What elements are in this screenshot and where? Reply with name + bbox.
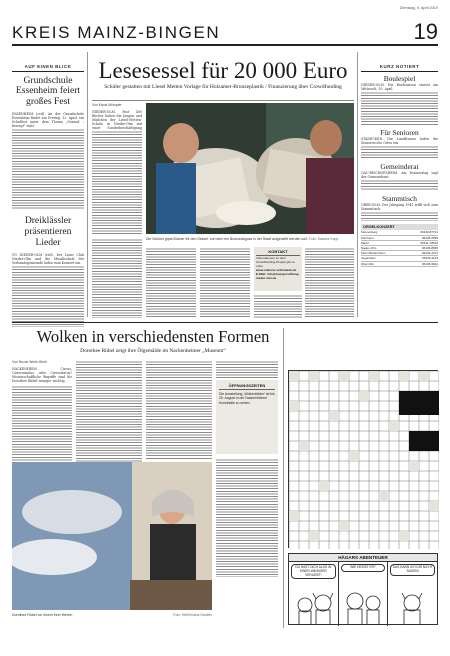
main-sub-rule <box>92 100 354 101</box>
bottom-col3-body <box>146 360 212 460</box>
left-story2-lead: VG NIEDER-OLM (red). Der Lions Club Nieder-Olm und die Musikschule der Verbandsgemeinde laden zum Konzert ein. <box>12 252 84 265</box>
table-cell-phone: 06130-1123 <box>422 256 438 261</box>
table-cell-phone: 06136-8845 <box>421 245 438 250</box>
left-story1-headline: Grundschule Essenheim feiert großes Fest <box>15 74 81 108</box>
main-byline: Von Klaus Mümpfer <box>92 103 122 107</box>
kicker-rule <box>12 71 84 72</box>
right-item-2-body <box>361 145 438 159</box>
table-cell-place: Klein-Winternheim <box>361 251 386 256</box>
contact-line-3[interactable]: E-Mail: info@buergerstiftung-nieder-olm.de <box>256 271 300 280</box>
comic-panels <box>289 562 437 626</box>
table-cell-phone: 06130-87741 <box>420 230 438 235</box>
comic-speech-1: DU HAST DICH ALSO IN EINEN WIKINGER VERLIEBT! <box>291 564 336 579</box>
main-col1-bottom <box>92 238 142 318</box>
main-lead: NIEDER-OLM. Fast 400 Bücher haben die Jungen und Mädchen der Liesel-Metten-Schule in Nieder-Olm mit einer Sonderbeschäftigung <box>92 110 142 131</box>
contact-title: KONTAKT <box>256 249 300 256</box>
right-item-4-lead: OBER-OLM. Der Jahrgang 1941 trifft sich zum Stammtisch. <box>361 203 438 212</box>
right-item-1-body <box>361 91 438 125</box>
opening-box <box>216 380 278 454</box>
comic-title: HÄGARS ABENTEUER <box>289 554 437 562</box>
main-col2-body <box>146 247 196 318</box>
bottom-col4-top <box>216 360 278 378</box>
right-kicker: KURZ NOTIERT <box>379 64 420 69</box>
contact-line-2[interactable]: www.mainzer-volksbank.de <box>256 267 297 272</box>
comic-panel-3 <box>388 562 437 626</box>
main-col1-body <box>92 130 142 234</box>
right-table-row <box>361 262 438 267</box>
section-title: KREIS MAINZ-BINGEN <box>12 23 221 42</box>
table-cell-phone: 06136-4471 <box>421 251 438 256</box>
main-caption-text: Die Schüler gipst Bücher für den Sessel, von dem ein Bronzeabguss in der Stadt aufgestellt werden soll. <box>146 237 308 241</box>
bottom-divider <box>283 328 284 628</box>
right-item-2-lead: STADECKEN. Die Landfrauen laden die Senioren des Ortes ein. <box>361 136 438 145</box>
table-cell-place: Jugenheim <box>361 256 376 261</box>
right-item-1-lead: NIEDER-OLM. Die Boulesaison startet am Mittwoch, 10. April. <box>361 82 438 91</box>
comic-panel-1 <box>289 562 339 626</box>
issue-date: Dienstag, 9. April 2019 <box>399 6 438 10</box>
table-cell-place: Zornheim <box>361 235 374 240</box>
photo-scene <box>146 103 354 234</box>
comic-drawing-1 <box>291 591 335 625</box>
masthead-rule <box>12 44 438 46</box>
left-column <box>12 48 84 320</box>
main-headline: Lesesessel für 20 000 Euro <box>98 58 348 83</box>
left-story1-lead: ESSENHEIM (red). An der Grundschule Essenheim findet am Freitag, 12. April, ein Schulfest unter dem Thema „Gesund – bewegt“ statt. <box>12 111 84 129</box>
bottom-headline: Wolken in verschiedensten Formen <box>36 327 270 346</box>
table-cell-place: Mainz <box>361 240 370 245</box>
table-cell-place: Nieder-Olm <box>361 245 377 250</box>
right-item-4-body <box>361 211 438 221</box>
table-cell-phone: 06136-9912 <box>421 261 438 266</box>
comic-strip <box>288 553 438 625</box>
bottom-section-rule <box>12 322 438 323</box>
main-col5-body <box>305 247 354 318</box>
main-col3-body <box>200 247 250 318</box>
left-story2-headline: Dreiklässler präsentieren Lieder <box>24 215 72 248</box>
crossword-grid <box>289 371 439 549</box>
contact-line-1: Informationen zu dem Crowdfunding-Projekt gib es unter <box>256 256 295 268</box>
bottom-photo <box>12 462 212 610</box>
comic-speech-3: DAS KANN ICH DIR NICHT SAGEN! <box>390 564 435 576</box>
right-table <box>361 230 438 266</box>
left-story1-body <box>12 128 84 210</box>
right-item-2-headline: Für Senioren <box>380 127 419 137</box>
bottom-lead: NACKENHEIM. Circus, Cirrocumulus oder Cirrostratus? Wissenschaftliche Begriffe sind für Dorothee Rübel weniger wichtig. <box>12 367 72 384</box>
right-divider <box>357 52 358 317</box>
right-item-3-body <box>361 179 438 191</box>
right-table-title: ORGELKONZERT <box>361 224 438 230</box>
right-item-4-headline: Stammtisch <box>382 194 417 204</box>
crossword <box>288 370 438 548</box>
contact-box <box>254 247 302 291</box>
main-photo <box>146 103 354 234</box>
right-kicker-rule <box>361 71 438 72</box>
bottom-photo-credit: Foto: Hbf/Kristina Schäfer <box>173 613 212 617</box>
right-item-3-lead: GAU-BISCHOFSHEIM. Am Donnerstag tagt der Gemeinderat. <box>361 170 438 180</box>
main-subhead: Schüler gestalten mit Liesel Metten Vorlage für Holzamer-Bronzeplastik / Finanzierung über Crowdfunding <box>104 84 342 90</box>
right-item-1-headline: Boulespiel <box>383 73 416 83</box>
comic-speech-2: WIE HEISST ER? <box>341 564 386 572</box>
bottom-caption: Dorothee Rübel vor einem ihrer Werke. <box>12 613 73 617</box>
table-cell-phone: 06131-78523 <box>420 240 438 245</box>
comic-panel-2 <box>339 562 389 626</box>
bottom-col4-body <box>216 458 278 577</box>
bottom-byline: Von Nicole Werle-Brink <box>12 360 47 364</box>
bottom-photo-scene <box>12 462 212 610</box>
bottom-subhead: Dorothee Rübel zeigt ihre Ölgemälde im Nackenheimer „Museum“ <box>80 348 226 354</box>
main-col4-body <box>254 294 302 318</box>
opening-title: ÖFFNUNGSZEITEN <box>219 383 275 390</box>
table-cell-place: Sonnenberg <box>361 230 378 235</box>
left-divider <box>87 52 88 317</box>
table-cell-phone: 06136-2355 <box>421 235 438 240</box>
opening-text: Die Ausstellung „Wolkenbilder“ ist bis 25. August in der Nackenheimer Kunsthalle zu sehen. <box>219 392 275 405</box>
comic-drawing-2 <box>341 585 385 625</box>
table-cell-place: Ober-Olm <box>361 261 375 266</box>
main-caption <box>146 237 354 241</box>
page-number: 19 <box>413 19 438 44</box>
left-story2-body <box>12 265 84 327</box>
right-item-3-headline: Gemeinderat <box>380 161 419 171</box>
main-photo-credit: Foto: Sascha Kopp <box>308 237 339 241</box>
left-kicker: AUF EINEN BLICK <box>24 64 72 69</box>
right-column <box>361 50 438 320</box>
comic-drawing-3 <box>390 591 434 625</box>
